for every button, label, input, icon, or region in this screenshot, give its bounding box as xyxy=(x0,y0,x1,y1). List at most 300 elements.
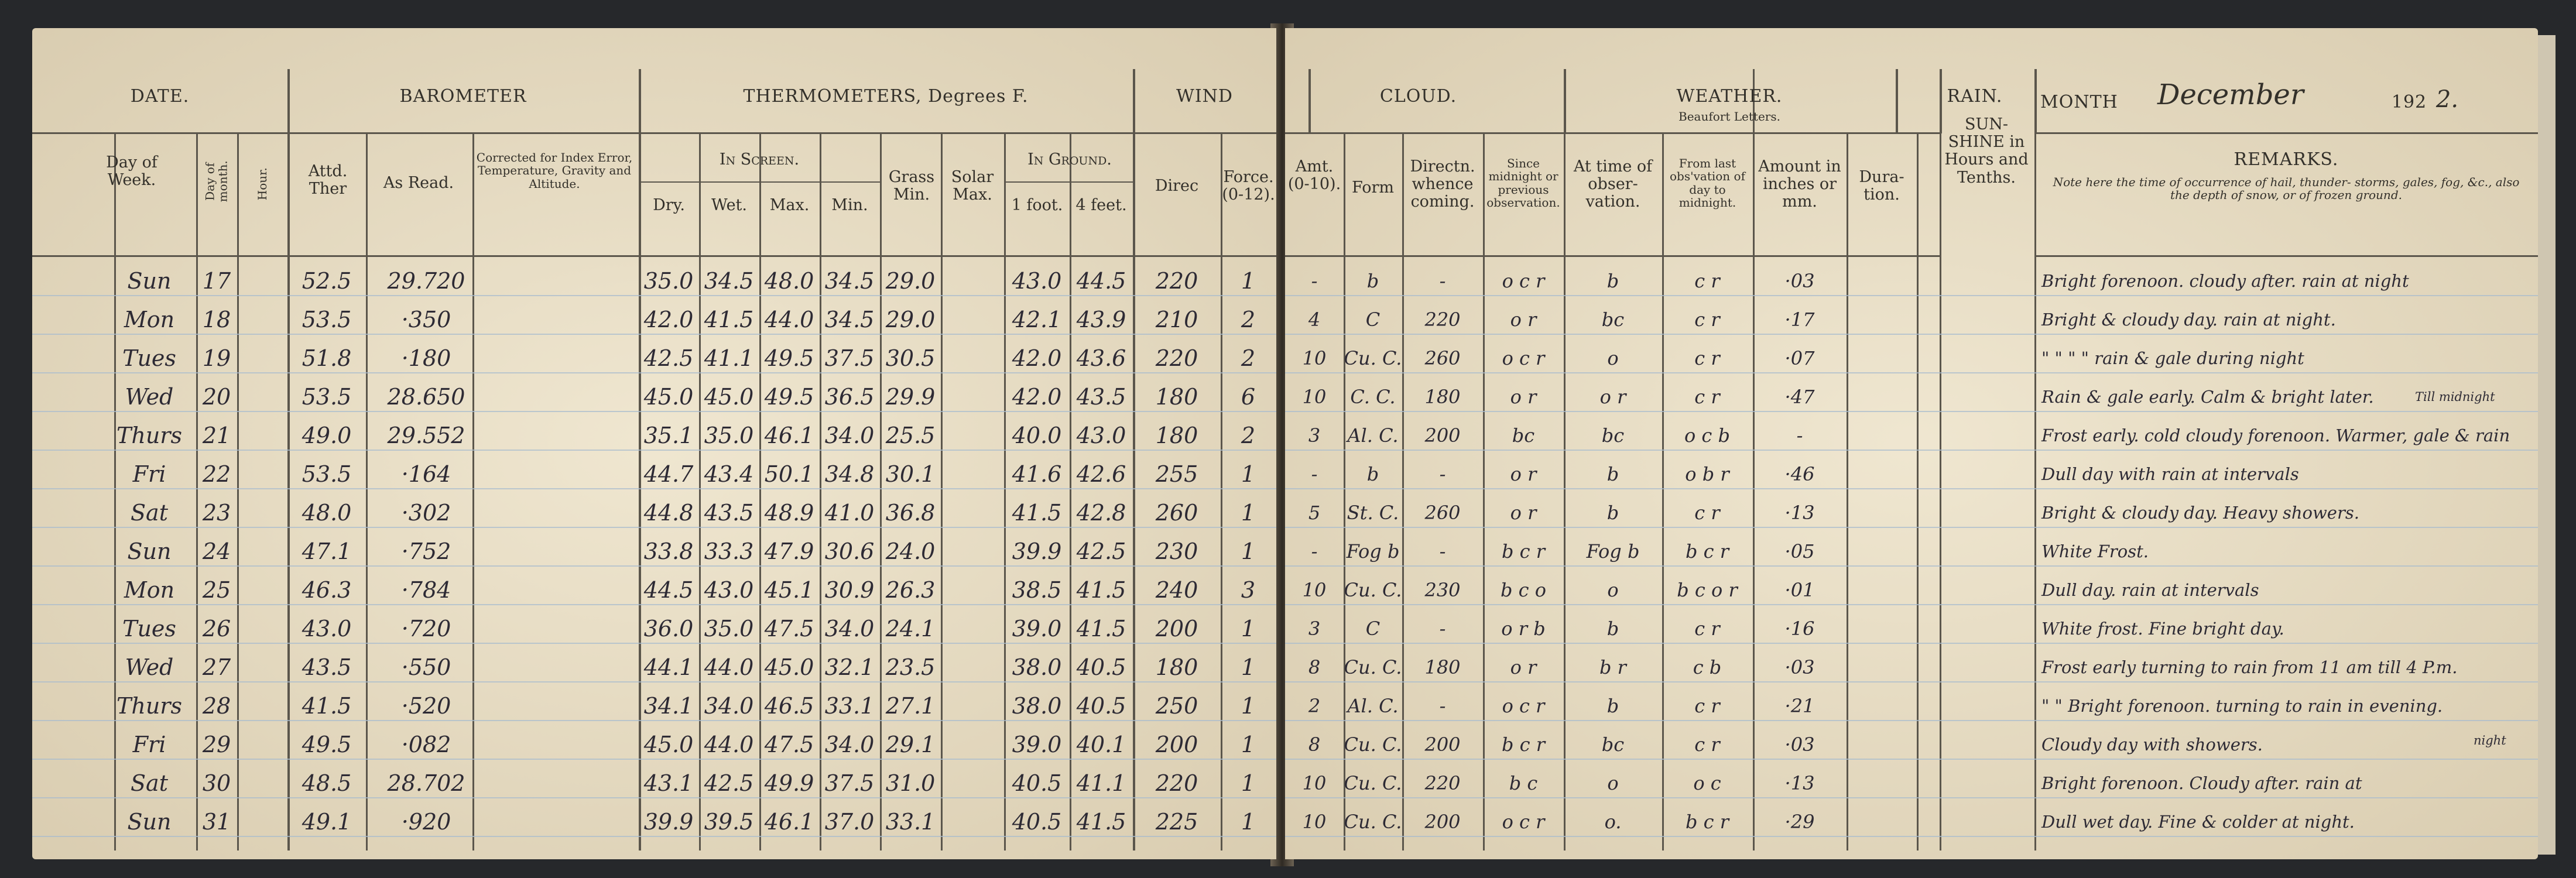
cloud-direction-cell: - xyxy=(1439,540,1446,563)
as-read-cell: ·520 xyxy=(401,693,451,719)
ruled-line xyxy=(32,295,1276,296)
cloud-direction-cell: - xyxy=(1439,270,1446,292)
attd-ther-cell: 51.8 xyxy=(302,345,352,371)
cloud-direction-cell: 200 xyxy=(1424,733,1461,756)
cloud-amount-cell: - xyxy=(1311,540,1318,563)
wind-direction-cell: 230 xyxy=(1155,539,1198,564)
column-rule xyxy=(820,133,821,850)
grass-min-cell: 26.3 xyxy=(885,577,936,603)
min-cell: 34.5 xyxy=(824,268,875,294)
weather-since-cell: b c xyxy=(1509,772,1538,794)
wind-force-cell: 2 xyxy=(1241,345,1256,371)
weather-since-cell: o c r xyxy=(1502,695,1545,717)
rain-amount-cell: ·03 xyxy=(1784,270,1815,292)
header-date: DATE. xyxy=(130,86,190,107)
wet-cell: 41.1 xyxy=(704,345,754,371)
attd-ther-cell: 47.1 xyxy=(302,539,352,564)
header-from-last: From last obs'vation of day to midnight. xyxy=(1670,156,1745,210)
weather-at-time-cell: o xyxy=(1607,772,1619,794)
ruled-line xyxy=(1285,295,2538,296)
wind-direction-cell: 180 xyxy=(1155,423,1198,448)
attd-ther-cell: 43.5 xyxy=(302,654,352,680)
rain-amount-cell: ·21 xyxy=(1784,695,1815,717)
ruled-line xyxy=(32,797,1276,798)
as-read-cell: ·550 xyxy=(401,654,451,680)
weather-at-time-cell: o xyxy=(1607,347,1619,369)
attd-ther-cell: 48.0 xyxy=(302,500,352,526)
ruled-line xyxy=(1285,527,2538,528)
header-form: Form xyxy=(1351,179,1395,197)
ruled-line xyxy=(1285,565,2538,567)
remark-text: Bright & cloudy day. Heavy showers. xyxy=(2041,503,2359,523)
four-feet-cell: 40.5 xyxy=(1076,693,1126,719)
day-of-month-cell: 18 xyxy=(202,307,231,332)
cloud-form-cell: b xyxy=(1366,463,1379,485)
max-cell: 46.1 xyxy=(764,809,814,835)
grass-min-cell: 24.1 xyxy=(885,616,936,642)
wet-cell: 35.0 xyxy=(704,423,754,448)
day-of-month-cell: 23 xyxy=(202,500,231,526)
header-direc: Direc xyxy=(1155,177,1199,195)
day-of-week-cell: Mon xyxy=(124,307,175,332)
day-of-month-cell: 28 xyxy=(202,693,231,719)
as-read-cell: 29.552 xyxy=(387,423,465,448)
four-feet-cell: 44.5 xyxy=(1076,268,1126,294)
rain-amount-cell: ·05 xyxy=(1784,540,1815,563)
day-of-month-cell: 29 xyxy=(202,732,231,757)
right-page xyxy=(1285,28,2538,859)
min-cell: 34.0 xyxy=(824,616,875,642)
day-of-week-cell: Thurs xyxy=(117,693,182,719)
header-dry: Dry. xyxy=(653,196,685,214)
grass-min-cell: 33.1 xyxy=(885,809,936,835)
column-rule xyxy=(1004,133,1006,850)
header-rule xyxy=(2034,132,2538,134)
rain-amount-cell: ·01 xyxy=(1784,579,1815,601)
remark-text: " " Bright forenoon. turning to rain in evening. xyxy=(2041,696,2443,716)
ruled-line xyxy=(1285,681,2538,682)
cloud-amount-cell: 2 xyxy=(1308,695,1321,717)
weather-from-last-cell: c r xyxy=(1694,733,1720,756)
one-foot-cell: 38.5 xyxy=(1012,577,1062,603)
weather-since-cell: o c r xyxy=(1502,811,1545,833)
header-corrected: Corrected for Index Error, Temperature, Gravity and Altitude. xyxy=(476,150,633,191)
month-label: MONTH xyxy=(2040,92,2118,112)
weather-from-last-cell: c b xyxy=(1693,656,1722,678)
wet-cell: 44.0 xyxy=(704,732,754,757)
one-foot-cell: 38.0 xyxy=(1012,654,1062,680)
header-rule xyxy=(32,255,1276,257)
min-cell: 30.6 xyxy=(824,539,875,564)
day-of-month-cell: 24 xyxy=(202,539,231,564)
column-rule xyxy=(366,133,368,850)
max-cell: 47.5 xyxy=(764,616,814,642)
column-rule xyxy=(639,69,641,850)
min-cell: 33.1 xyxy=(824,693,875,719)
annotation-night: night xyxy=(2474,733,2506,747)
header-rule xyxy=(639,181,880,183)
one-foot-cell: 42.1 xyxy=(1012,307,1062,332)
ruled-line xyxy=(32,372,1276,373)
max-cell: 46.5 xyxy=(764,693,814,719)
ruled-line xyxy=(1285,759,2538,760)
header-wind: WIND xyxy=(1176,86,1233,107)
grass-min-cell: 25.5 xyxy=(885,423,936,448)
min-cell: 30.9 xyxy=(824,577,875,603)
dry-cell: 44.5 xyxy=(643,577,694,603)
ruled-line xyxy=(1285,643,2538,644)
weather-from-last-cell: c r xyxy=(1694,308,1720,331)
four-feet-cell: 41.5 xyxy=(1076,809,1126,835)
four-feet-cell: 43.9 xyxy=(1076,307,1126,332)
header-sunshine: SUN- SHINE in Hours and Tenths. xyxy=(1944,115,2029,187)
cloud-amount-cell: - xyxy=(1311,463,1318,485)
wet-cell: 42.5 xyxy=(704,770,754,796)
remarks-note: Note here the time of occurrence of hail, thunder- storms, gales, fog, &c., also the depth of snow, or of frozen ground. xyxy=(2053,175,2520,203)
header-rule xyxy=(1285,255,1940,257)
grass-min-cell: 36.8 xyxy=(885,500,936,526)
cloud-amount-cell: 3 xyxy=(1308,424,1321,447)
rain-amount-cell: ·16 xyxy=(1784,618,1815,640)
grass-min-cell: 30.5 xyxy=(885,345,936,371)
wind-direction-cell: 220 xyxy=(1155,268,1198,294)
cloud-form-cell: C xyxy=(1365,308,1381,331)
day-of-month-cell: 17 xyxy=(202,268,231,294)
day-of-month-cell: 19 xyxy=(202,345,231,371)
rain-amount-cell: ·46 xyxy=(1784,463,1815,485)
grass-min-cell: 30.1 xyxy=(885,461,936,487)
min-cell: 34.8 xyxy=(824,461,875,487)
cloud-direction-cell: 200 xyxy=(1424,424,1461,447)
max-cell: 45.0 xyxy=(764,654,814,680)
wet-cell: 43.5 xyxy=(704,500,754,526)
day-of-month-cell: 26 xyxy=(202,616,231,642)
weather-since-cell: o r xyxy=(1510,386,1537,408)
year-prefix: 192 xyxy=(2391,92,2427,112)
four-feet-cell: 43.0 xyxy=(1076,423,1126,448)
cloud-form-cell: Cu. C. xyxy=(1344,811,1402,833)
four-feet-cell: 40.1 xyxy=(1076,732,1126,757)
header-amt: Amt. (0-10). xyxy=(1287,157,1341,194)
ruled-line xyxy=(1285,372,2538,373)
cloud-form-cell: Fog b xyxy=(1346,540,1400,563)
day-of-week-cell: Mon xyxy=(124,577,175,603)
min-cell: 32.1 xyxy=(824,654,875,680)
header-as-read: As Read. xyxy=(383,174,454,192)
grass-min-cell: 31.0 xyxy=(885,770,936,796)
header-wet: Wet. xyxy=(711,196,747,214)
one-foot-cell: 38.0 xyxy=(1012,693,1062,719)
attd-ther-cell: 41.5 xyxy=(302,693,352,719)
dry-cell: 44.8 xyxy=(643,500,694,526)
rain-amount-cell: - xyxy=(1796,424,1803,447)
cloud-form-cell: Al. C. xyxy=(1347,695,1399,717)
weather-at-time-cell: Fog b xyxy=(1586,540,1640,563)
column-rule xyxy=(114,133,116,850)
cloud-amount-cell: 8 xyxy=(1308,656,1321,678)
column-rule xyxy=(880,133,882,850)
rain-amount-cell: ·17 xyxy=(1784,308,1815,331)
attd-ther-cell: 49.0 xyxy=(302,423,352,448)
grass-min-cell: 23.5 xyxy=(885,654,936,680)
dry-cell: 39.9 xyxy=(643,809,694,835)
day-of-week-cell: Fri xyxy=(132,732,166,757)
four-feet-cell: 41.5 xyxy=(1076,616,1126,642)
max-cell: 49.5 xyxy=(764,384,814,410)
remark-text: Bright & cloudy day. rain at night. xyxy=(2041,310,2336,330)
grass-min-cell: 29.1 xyxy=(885,732,936,757)
max-cell: 46.1 xyxy=(764,423,814,448)
dry-cell: 34.1 xyxy=(643,693,694,719)
remark-text: Dull day. rain at intervals xyxy=(2041,580,2259,600)
one-foot-cell: 39.9 xyxy=(1012,539,1062,564)
dry-cell: 42.5 xyxy=(643,345,694,371)
header-attd-ther: Attd. Ther xyxy=(308,162,348,198)
remark-text: White Frost. xyxy=(2041,541,2149,561)
weather-at-time-cell: b xyxy=(1606,270,1619,292)
four-feet-cell: 43.6 xyxy=(1076,345,1126,371)
max-cell: 49.5 xyxy=(764,345,814,371)
year-digit: 2. xyxy=(2435,86,2459,113)
as-read-cell: 29.720 xyxy=(387,268,465,294)
wind-direction-cell: 220 xyxy=(1155,770,1198,796)
column-rule xyxy=(1402,133,1404,850)
four-feet-cell: 41.5 xyxy=(1076,577,1126,603)
month-value: December xyxy=(2157,78,2304,111)
weather-from-last-cell: o c xyxy=(1693,772,1721,794)
four-feet-cell: 41.1 xyxy=(1076,770,1126,796)
weather-since-cell: o r xyxy=(1510,502,1537,524)
day-of-month-cell: 21 xyxy=(202,423,231,448)
one-foot-cell: 42.0 xyxy=(1012,345,1062,371)
wet-cell: 33.3 xyxy=(704,539,754,564)
cloud-direction-cell: 220 xyxy=(1424,772,1461,794)
cloud-amount-cell: - xyxy=(1311,270,1318,292)
column-rule xyxy=(237,133,239,850)
cloud-form-cell: Cu. C. xyxy=(1344,733,1402,756)
wet-cell: 35.0 xyxy=(704,616,754,642)
as-read-cell: ·784 xyxy=(401,577,451,603)
dry-cell: 35.0 xyxy=(643,268,694,294)
header-rule xyxy=(32,132,1276,134)
ruled-line xyxy=(32,411,1276,412)
wind-force-cell: 1 xyxy=(1241,539,1256,564)
attd-ther-cell: 53.5 xyxy=(302,461,352,487)
remark-text: Frost early turning to rain from 11 am till 4 P.m. xyxy=(2041,657,2458,677)
wind-force-cell: 2 xyxy=(1241,307,1256,332)
wet-cell: 39.5 xyxy=(704,809,754,835)
column-rule xyxy=(1662,133,1664,850)
day-of-month-cell: 30 xyxy=(202,770,231,796)
four-feet-cell: 42.6 xyxy=(1076,461,1126,487)
day-of-month-cell: 27 xyxy=(202,654,231,680)
wind-direction-cell: 180 xyxy=(1155,384,1198,410)
day-of-week-cell: Sat xyxy=(131,770,168,796)
weather-at-time-cell: bc xyxy=(1601,733,1625,756)
ruled-line xyxy=(32,759,1276,760)
one-foot-cell: 40.5 xyxy=(1012,770,1062,796)
wet-cell: 34.5 xyxy=(704,268,754,294)
grass-min-cell: 27.1 xyxy=(885,693,936,719)
weather-since-cell: o c r xyxy=(1502,270,1545,292)
weather-from-last-cell: c r xyxy=(1694,695,1720,717)
day-of-week-cell: Fri xyxy=(132,461,166,487)
header-directn: Directn. whence coming. xyxy=(1410,157,1475,211)
cloud-amount-cell: 10 xyxy=(1302,811,1327,833)
column-rule xyxy=(759,133,761,850)
one-foot-cell: 41.5 xyxy=(1012,500,1062,526)
header-rule xyxy=(1285,132,1940,134)
column-rule xyxy=(699,133,701,850)
wind-force-cell: 1 xyxy=(1241,500,1256,526)
day-of-month-cell: 22 xyxy=(202,461,231,487)
ruled-line xyxy=(1285,450,2538,451)
wind-force-cell: 1 xyxy=(1241,616,1256,642)
as-read-cell: ·082 xyxy=(401,732,451,757)
column-rule xyxy=(1221,133,1222,850)
cloud-form-cell: Cu. C. xyxy=(1344,656,1402,678)
as-read-cell: 28.702 xyxy=(387,770,465,796)
cloud-form-cell: Cu. C. xyxy=(1344,347,1402,369)
header-rain: RAIN. xyxy=(1947,86,2003,107)
one-foot-cell: 40.0 xyxy=(1012,423,1062,448)
weather-at-time-cell: o xyxy=(1607,579,1619,601)
weather-since-cell: o r b xyxy=(1501,618,1546,640)
cloud-form-cell: C. C. xyxy=(1350,386,1396,408)
wind-direction-cell: 250 xyxy=(1155,693,1198,719)
weather-from-last-cell: c r xyxy=(1694,347,1720,369)
wind-direction-cell: 260 xyxy=(1155,500,1198,526)
wind-force-cell: 1 xyxy=(1241,732,1256,757)
attd-ther-cell: 48.5 xyxy=(302,770,352,796)
as-read-cell: ·720 xyxy=(401,616,451,642)
weather-since-cell: bc xyxy=(1512,424,1535,447)
remark-text: Dull day with rain at intervals xyxy=(2041,464,2299,484)
header-force: Force. (0-12). xyxy=(1222,168,1275,204)
wind-force-cell: 2 xyxy=(1241,423,1256,448)
ruled-line xyxy=(1285,411,2538,412)
header-duration: Dura- tion. xyxy=(1859,168,1904,204)
day-of-week-cell: Sat xyxy=(131,500,168,526)
weather-at-time-cell: b xyxy=(1606,502,1619,524)
header-thermometers: THERMOMETERS, Degrees F. xyxy=(743,86,1029,107)
cloud-direction-cell: 260 xyxy=(1424,502,1461,524)
wind-force-cell: 1 xyxy=(1241,693,1256,719)
max-cell: 48.9 xyxy=(764,500,814,526)
attd-ther-cell: 53.5 xyxy=(302,384,352,410)
header-day-of-week: Day of Week. xyxy=(106,153,157,190)
cloud-amount-cell: 3 xyxy=(1308,618,1321,640)
annotation-till-midnight: Till midnight xyxy=(2415,390,2495,404)
header-rule xyxy=(1004,181,1133,183)
min-cell: 34.0 xyxy=(824,732,875,757)
wind-direction-cell: 210 xyxy=(1155,307,1198,332)
as-read-cell: ·920 xyxy=(401,809,451,835)
wet-cell: 45.0 xyxy=(704,384,754,410)
header-max: Max. xyxy=(769,196,810,214)
wind-direction-cell: 200 xyxy=(1155,616,1198,642)
weather-from-last-cell: c r xyxy=(1694,502,1720,524)
grass-min-cell: 29.0 xyxy=(885,307,936,332)
one-foot-cell: 39.0 xyxy=(1012,732,1062,757)
cloud-direction-cell: 180 xyxy=(1424,386,1461,408)
rain-amount-cell: ·13 xyxy=(1784,502,1815,524)
ruled-line xyxy=(32,488,1276,489)
ruled-line xyxy=(32,720,1276,721)
ruled-line xyxy=(1285,334,2538,335)
as-read-cell: ·180 xyxy=(401,345,451,371)
attd-ther-cell: 49.1 xyxy=(302,809,352,835)
weather-at-time-cell: b xyxy=(1606,618,1619,640)
rain-amount-cell: ·07 xyxy=(1784,347,1815,369)
weather-at-time-cell: o r xyxy=(1599,386,1626,408)
cloud-amount-cell: 10 xyxy=(1302,386,1327,408)
one-foot-cell: 41.6 xyxy=(1012,461,1062,487)
rain-amount-cell: ·47 xyxy=(1784,386,1815,408)
min-cell: 37.5 xyxy=(824,770,875,796)
one-foot-cell: 43.0 xyxy=(1012,268,1062,294)
column-rule xyxy=(1847,133,1848,850)
ruled-line xyxy=(32,604,1276,605)
weather-since-cell: o c r xyxy=(1502,347,1545,369)
day-of-week-cell: Tues xyxy=(122,616,176,642)
wet-cell: 41.5 xyxy=(704,307,754,332)
weather-since-cell: o r xyxy=(1510,308,1537,331)
wet-cell: 43.0 xyxy=(704,577,754,603)
wet-cell: 44.0 xyxy=(704,654,754,680)
cloud-direction-cell: - xyxy=(1439,695,1446,717)
header-at-time: At time of obser- vation. xyxy=(1573,157,1653,211)
wet-cell: 34.0 xyxy=(704,693,754,719)
cloud-direction-cell: - xyxy=(1439,618,1446,640)
wind-direction-cell: 220 xyxy=(1155,345,1198,371)
ruled-line xyxy=(32,681,1276,682)
header-day-of-month: Day of month. xyxy=(203,160,230,203)
cloud-amount-cell: 5 xyxy=(1308,502,1321,524)
header-grass-min: Grass Min. xyxy=(888,168,935,204)
remark-text: " " " " rain & gale during night xyxy=(2041,348,2304,368)
four-feet-cell: 43.5 xyxy=(1076,384,1126,410)
header-cloud: CLOUD. xyxy=(1379,86,1457,107)
as-read-cell: ·350 xyxy=(401,307,451,332)
header-hour: Hour. xyxy=(255,167,269,201)
grass-min-cell: 29.9 xyxy=(885,384,936,410)
day-of-month-cell: 20 xyxy=(202,384,231,410)
cloud-form-cell: St. C. xyxy=(1347,502,1399,524)
cloud-form-cell: Cu. C. xyxy=(1344,579,1402,601)
ruled-line xyxy=(32,527,1276,528)
ruled-line xyxy=(1285,488,2538,489)
ruled-line xyxy=(32,643,1276,644)
day-of-week-cell: Tues xyxy=(122,345,176,371)
weather-from-last-cell: o c b xyxy=(1684,424,1731,447)
max-cell: 50.1 xyxy=(764,461,814,487)
four-feet-cell: 40.5 xyxy=(1076,654,1126,680)
page-edge xyxy=(2538,35,2556,855)
header-in-screen: In Screen. xyxy=(719,150,800,169)
cloud-direction-cell: 200 xyxy=(1424,811,1461,833)
header-in-ground: In Ground. xyxy=(1027,150,1112,169)
wind-direction-cell: 200 xyxy=(1155,732,1198,757)
wind-direction-cell: 180 xyxy=(1155,654,1198,680)
remark-text: Cloudy day with showers. xyxy=(2041,735,2263,754)
cloud-direction-cell: 180 xyxy=(1424,656,1461,678)
wind-force-cell: 1 xyxy=(1241,770,1256,796)
cloud-form-cell: C xyxy=(1365,618,1381,640)
min-cell: 34.0 xyxy=(824,423,875,448)
wind-force-cell: 1 xyxy=(1241,654,1256,680)
dry-cell: 35.1 xyxy=(643,423,694,448)
